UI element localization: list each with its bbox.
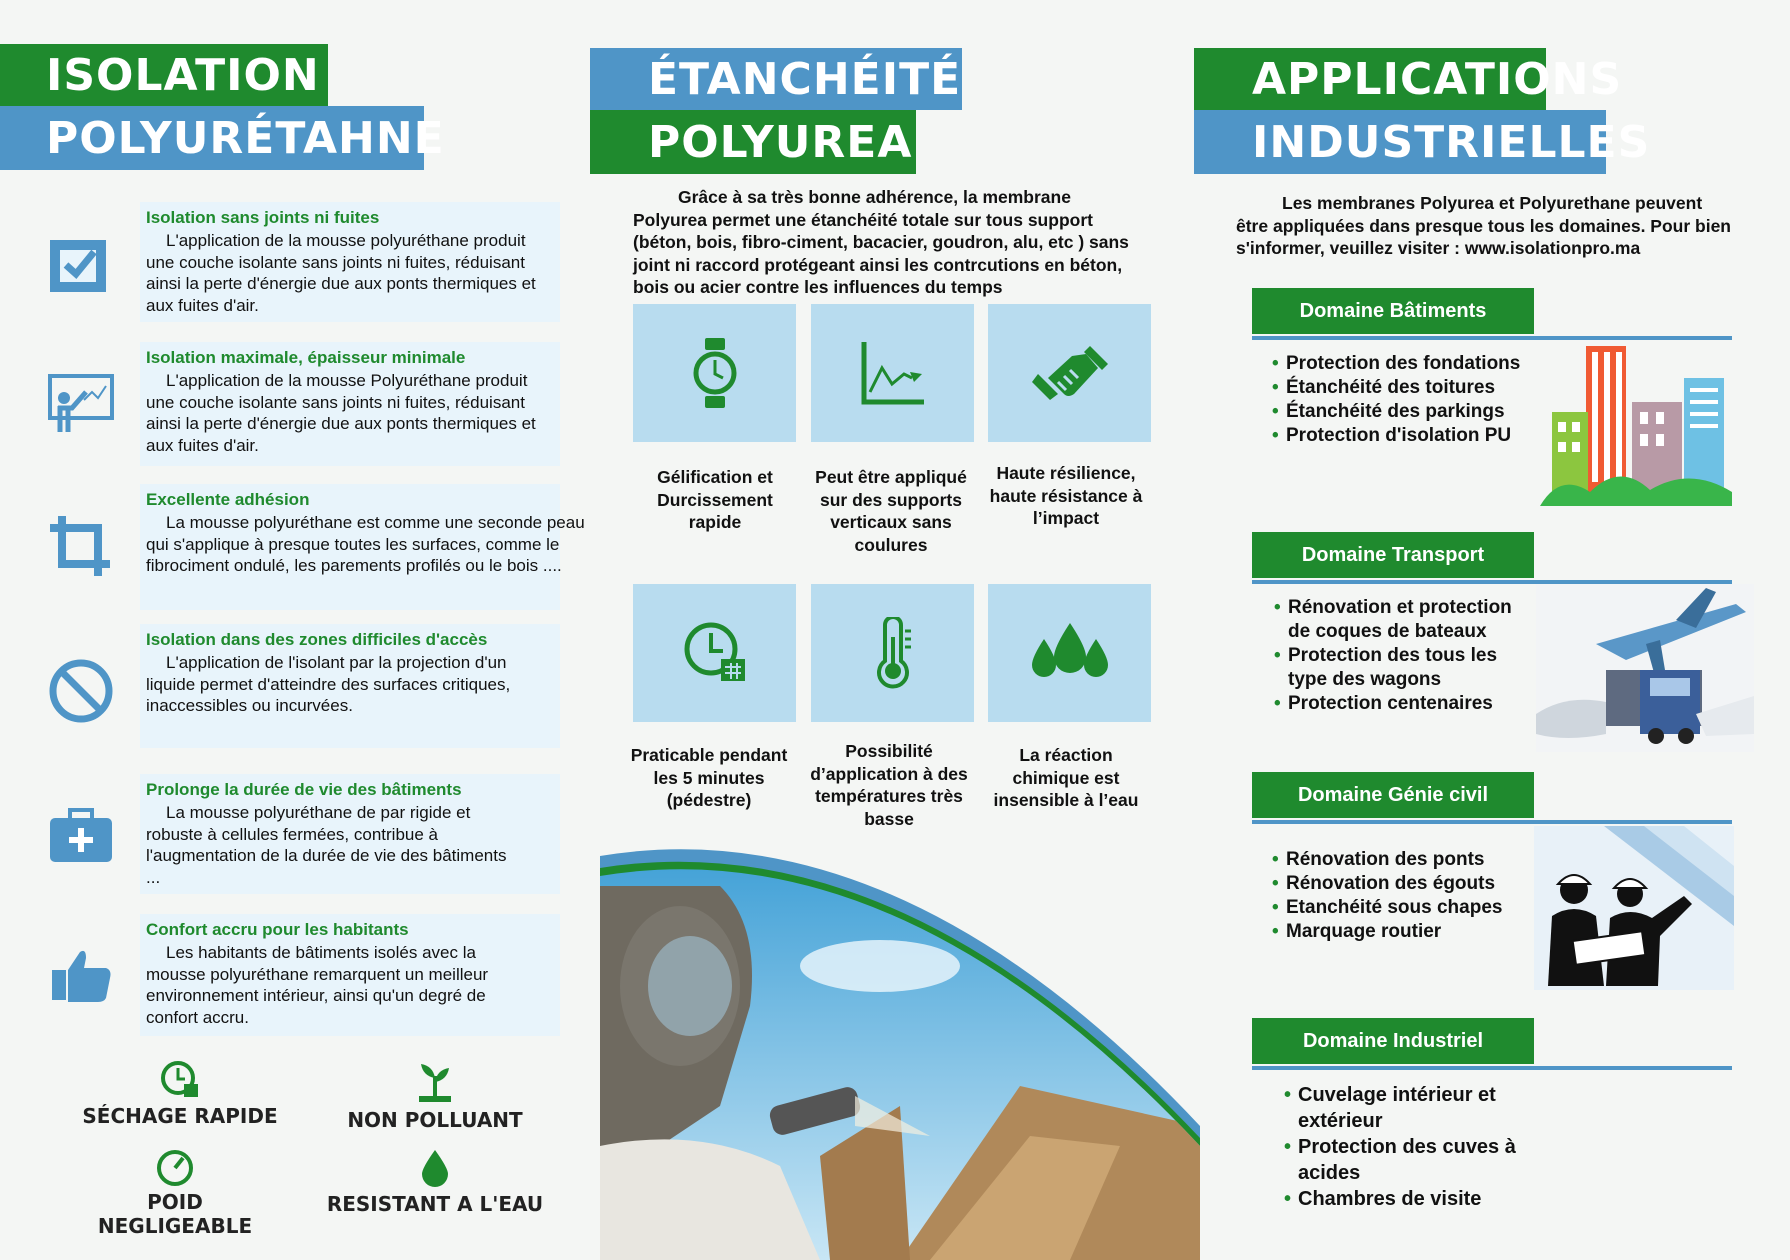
feature-lifespan xyxy=(140,774,560,894)
list-item: • Etanchéité sous chapes xyxy=(1272,896,1532,920)
feature-title: Prolonge la durée de vie des bâtiments xyxy=(146,780,462,799)
list-item: • Étanchéité des parkings xyxy=(1272,400,1552,424)
list-item: • Protection des cuves à acides xyxy=(1284,1134,1544,1186)
tile-label: Praticable pendant les 5 minutes (pédestre) xyxy=(630,745,788,810)
line-chart-icon xyxy=(858,338,928,408)
thermometer-icon xyxy=(871,617,915,689)
tile-clock-calendar xyxy=(633,584,796,722)
list-item: • Rénovation des égouts xyxy=(1272,872,1532,896)
feature-adhesion xyxy=(140,484,585,610)
tile-label: La réaction chimique est insensible à l’eau xyxy=(993,745,1139,810)
feature-text: L'application de la mousse polyuréthane produit une couche isolante sans joints ni fuites, réduisant ainsi la perte d'énergie due aux ponts thermiques et aux fuites d'air. xyxy=(146,231,536,315)
right-intro-rest: être appliquées dans presque tous les domaines. Pour bien s'informer, veuillez visiter : www.isolationpro.ma xyxy=(1236,215,1731,258)
plant-icon xyxy=(415,1060,455,1104)
feature-title: Isolation dans des zones difficiles d'accès xyxy=(146,630,488,649)
tile-water-drops xyxy=(988,584,1151,722)
list-item: • Rénovation et protection de coques de bateaux xyxy=(1274,596,1534,644)
domain-divider xyxy=(1252,820,1732,824)
feature-seamless xyxy=(140,202,560,322)
spray-worker-photo xyxy=(600,846,1200,1260)
feature-title: Isolation sans joints ni fuites xyxy=(146,208,380,227)
left-title-line1: ISOLATION xyxy=(0,44,328,106)
domain-industrial-list xyxy=(1284,1082,1544,1212)
middle-title-line2: POLYUREA xyxy=(590,110,916,174)
tile-thermometer xyxy=(811,584,974,722)
transport-illustration xyxy=(1536,584,1754,752)
badge-label: RESISTANT A L'EAU xyxy=(326,1192,544,1216)
domain-buildings-list xyxy=(1272,352,1552,448)
badge-light-weight xyxy=(70,1148,280,1238)
water-drop-icon xyxy=(418,1148,452,1188)
list-item: • Protection des tous les type des wagons xyxy=(1274,644,1534,692)
tile-label: Gélification et Durcissement rapide xyxy=(657,467,773,532)
domain-buildings-title: Domaine Bâtiments xyxy=(1252,288,1534,334)
buildings-illustration xyxy=(1540,342,1732,506)
left-title-line2: POLYURÉTAHNE xyxy=(0,106,424,170)
middle-title-line1: ÉTANCHÉITÉ xyxy=(590,48,962,110)
tile-stopwatch xyxy=(633,304,796,442)
list-item: • Chambres de visite xyxy=(1284,1186,1544,1212)
clock-calendar-icon xyxy=(160,1060,200,1100)
feature-text: Les habitants de bâtiments isolés avec la mousse polyuréthane remarquent un meilleur environnement intérieur, ainsi qu'un degré de confort accru. xyxy=(146,943,489,1027)
tile-label: Haute résilience, haute résistance à l’impact xyxy=(989,463,1143,528)
handshake-icon xyxy=(1028,338,1112,408)
list-item: • Protection centenaires xyxy=(1274,692,1534,716)
feature-text: La mousse polyuréthane de par rigide et robuste à cellules fermées, contribue à l'augmentation de la durée de vie des bâtiments ... xyxy=(146,803,507,887)
engineers-illustration xyxy=(1534,826,1734,990)
badge-label: NON POLLUANT xyxy=(347,1108,523,1132)
domain-transport-list xyxy=(1274,596,1534,716)
badge-non-polluting xyxy=(330,1060,540,1132)
badge-water-resistant xyxy=(320,1148,550,1216)
feature-title: Confort accru pour les habitants xyxy=(146,920,409,939)
crop-icon xyxy=(46,512,116,582)
middle-intro-first: Grâce à sa très bonne adhérence, la membrane xyxy=(678,187,1071,207)
domain-civil-list xyxy=(1272,848,1532,944)
no-entry-icon xyxy=(46,656,116,726)
thumbs-up-icon xyxy=(46,940,116,1010)
middle-intro xyxy=(633,186,1153,299)
feature-text: L'application de la mousse Polyuréthane produit une couche isolante sans joints ni fuites, réduisant ainsi la perte d'énergie due aux ponts thermiques et aux fuites d'air. xyxy=(146,371,536,455)
list-item: • Cuvelage intérieur et extérieur xyxy=(1284,1082,1544,1134)
right-intro xyxy=(1236,192,1766,260)
domain-divider xyxy=(1252,1066,1732,1070)
middle-intro-rest: Polyurea permet une étanchéité totale sur tous support (béton, bois, fibro-ciment, bacacier, goudron, alu, etc ) sans joint ni raccord protégeant ainsi les contrcutions en béton, bois ou acier contre les influences du temps xyxy=(633,209,1129,297)
feature-title: Excellente adhésion xyxy=(146,490,310,509)
list-item: • Rénovation des ponts xyxy=(1272,848,1532,872)
stopwatch-icon xyxy=(693,336,737,410)
tile-line-chart xyxy=(811,304,974,442)
tile-label: Possibilité d’application à des températures très basse xyxy=(810,741,968,829)
feature-hard-access xyxy=(140,624,560,748)
list-item: • Protection d'isolation PU xyxy=(1272,424,1552,448)
medical-kit-icon xyxy=(46,802,116,872)
feature-text: L'application de l'isolant par la projection d'un liquide permet d'atteindre des surfaces critiques, inaccessibles ou incurvées. xyxy=(146,653,511,715)
list-item: • Marquage routier xyxy=(1272,920,1532,944)
right-title-line2: INDUSTRIELLES xyxy=(1194,110,1606,174)
water-drops-icon xyxy=(1028,621,1112,685)
gauge-icon xyxy=(155,1148,195,1186)
domain-industrial-title: Domaine Industriel xyxy=(1252,1018,1534,1064)
list-item: • Étanchéité des toitures xyxy=(1272,376,1552,400)
domain-divider xyxy=(1252,336,1732,340)
domain-civil-title: Domaine Génie civil xyxy=(1252,772,1534,818)
domain-transport-title: Domaine Transport xyxy=(1252,532,1534,578)
checkbox-icon xyxy=(46,232,116,302)
feature-text: La mousse polyuréthane est comme une seconde peau qui s'applique à presque toutes les surfaces, comme le fibrociment ondulé, les parements profilés ou le bois .... xyxy=(146,513,585,575)
right-title-line1: APPLICATIONS xyxy=(1194,48,1546,110)
list-item: • Protection des fondations xyxy=(1272,352,1552,376)
tile-handshake xyxy=(988,304,1151,442)
clock-calendar-icon xyxy=(683,621,747,685)
feature-max-insulation xyxy=(140,342,560,466)
feature-title: Isolation maximale, épaisseur minimale xyxy=(146,348,466,367)
badge-fast-drying xyxy=(80,1060,280,1128)
badge-label: SÉCHAGE RAPIDE xyxy=(82,1104,278,1128)
tile-label: Peut être appliqué sur des supports verticaux sans coulures xyxy=(815,467,967,555)
teacher-board-icon xyxy=(46,370,116,440)
right-intro-first: Les membranes Polyurea et Polyurethane peuvent xyxy=(1282,193,1703,213)
badge-label: POID NEGLIGEABLE xyxy=(97,1190,253,1238)
feature-comfort xyxy=(140,914,560,1036)
